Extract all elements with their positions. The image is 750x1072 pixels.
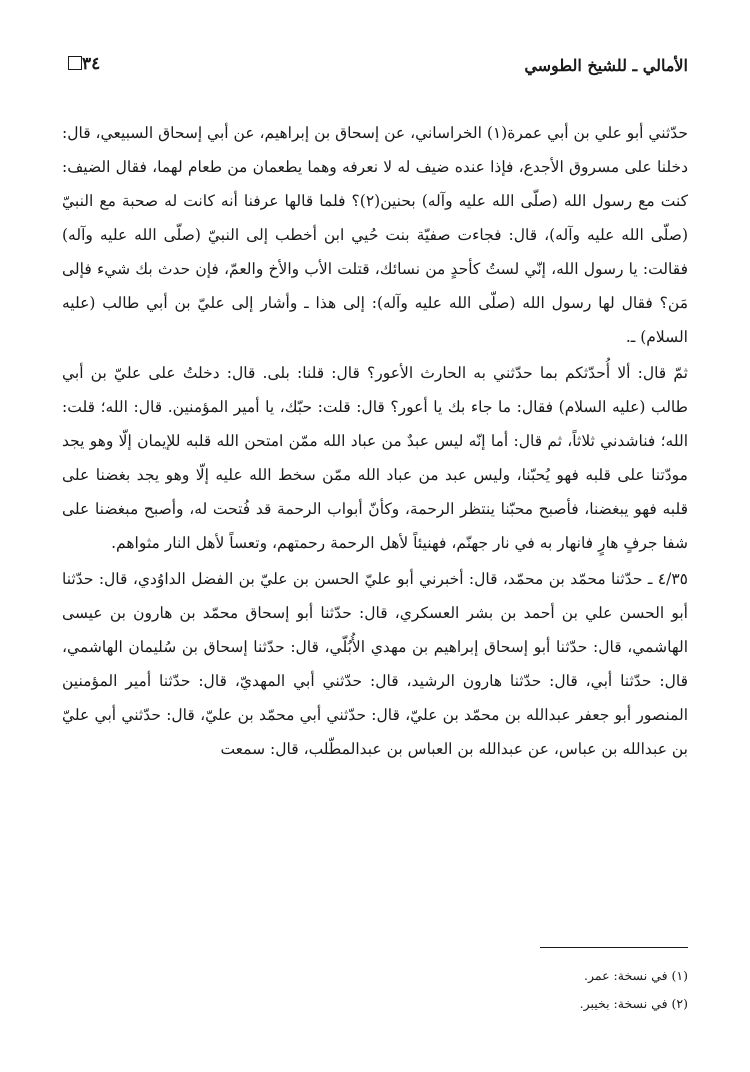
paragraph-1: حدّثني أبو علي بن أبي عمرة(١) الخراساني، عن إسحاق بن إبراهيم، عن أبي إسحاق السبيعي، قال: دخلنا على مسروق الأجدع، فإذا عنده ضيف له لا نعرفه وهما يطعمان من طعام لهما، فقال الضيف: كنت مع رسول الله (صلّى الله عليه وآله) بحنين(٢)؟ فلما قالها عرفنا أنه كانت له صحبة مع النبيّ (صلّى الله عليه وآله)، قال: فجاءت صفيّة بنت حُيي ابن أخطب إلى النبيّ (صلّى الله عليه وآله) فقالت: يا رسول الله، إنّي لستُ كأحدٍ من نسائك، قتلت الأب والأخ والعمّ، فإن حدث بك شيء فإلى مَن؟ فقال لها رسول الله (صلّى الله عليه وآله): إلى هذا ـ وأشار إلى عليّ بن أبي طالب (عليه السلام) ـ. xyxy=(62,124,688,346)
running-title: الأمالي ـ للشيخ الطوسي xyxy=(524,56,688,75)
page-header xyxy=(62,50,688,84)
footnote-2: (٢) في نسخة: بخيبر. xyxy=(579,996,688,1011)
main-text xyxy=(62,116,688,768)
page-number: ٣٤ xyxy=(82,54,101,74)
footnote-divider xyxy=(540,947,688,948)
page-number-block xyxy=(62,54,100,74)
footnote-1: (١) في نسخة: عمر. xyxy=(584,968,688,983)
paragraph-3: ٤/٣٥ ـ حدّثنا محمّد بن محمّد، قال: أخبرني أبو عليّ الحسن بن عليّ بن الفضل الداوُدي، قال: حدّثنا أبو الحسن علي بن أحمد بن بشر العسكري، قال: حدّثنا أبو إسحاق محمّد بن هارون بن عيسى الهاشمي، قال: حدّثنا أبو إسحاق إبراهيم بن مهدي الأُبُلّي، قال: حدّثنا إسحاق بن سُليمان الهاشمي، قال: حدّثنا أبي، قال: حدّثنا هارون الرشيد، قال: حدّثني أبي المهديّ، قال: حدّثنا أمير المؤمنين المنصور أبو جعفر عبدالله بن محمّد بن عليّ، قال: حدّثني أبي محمّد بن عليّ، قال: حدّثني أبي عليّ بن عبدالله بن عباس، عن عبدالله بن العباس بن عبدالمطّلب، قال: سمعت xyxy=(62,570,688,758)
page-marker-square-icon xyxy=(68,56,82,70)
paragraph-2: ثمّ قال: ألا أُحدّثكم بما حدّثني به الحارث الأعور؟ قال: قلنا: بلى. قال: دخلتُ على عليّ بن أبي طالب (عليه السلام) فقال: ما جاء بك يا أعور؟ قال: قلت: حبّك، يا أمير المؤمنين. قال: الله؛ قلت: الله؛ فناشدني ثلاثاً، ثم قال: أما إنّه ليس عبدٌ من عباد الله ممّن امتحن الله قلبه للإيمان إلّا وهو يجد مودّتنا على قلبه فهو يُحبّنا، وليس عبد من عباد الله ممّن سخط الله عليه إلّا وهو يجد بغضنا على قلبه فهو يبغضنا، فأصبح محبّنا ينتظر الرحمة، وكأنّ أبواب الرحمة قد فُتحت له، وأصبح مبغضنا على شفا جرفٍ هارٍ فانهار به في نار جهنّم، فهنيئاً لأهل الرحمة رحمتهم، وتعساً لأهل النار مثواهم. xyxy=(62,364,688,552)
footnotes xyxy=(62,962,688,1018)
